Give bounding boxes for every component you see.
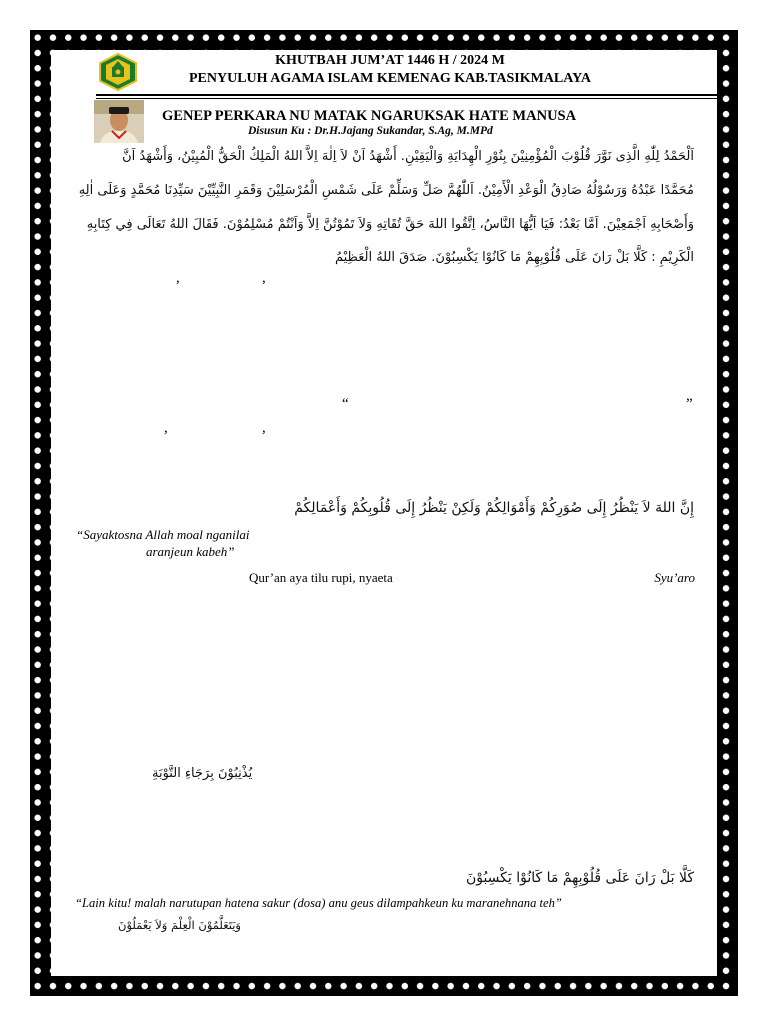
author-portrait [94,100,144,143]
hadith-arabic: إِنَّ اللهَ لاَ يَنْظُرُ إِلَى صُوَرِكُمْ وَأَمْوَالِكُمْ وَلَكِنْ يَنْظُرُ إِلَى قُلُوبِكُمْ وَأَعْمَالِكُمْ [294,500,694,516]
comma-mark: , [176,270,180,286]
open-quote-mark: “ [342,396,349,412]
closing-arabic: وَيَتَعَلَّمُوْنَ الْعِلْمَ وَلاَ يَعْمَلُوْنَ [118,918,241,932]
header-divider [96,94,718,96]
comma-mark: , [164,420,168,436]
verse-arabic: كَلَّا بَلْ رَانَ عَلَى قُلُوْبِهِمْ مَا كَانُوْا يَكْسِبُوْنَ [465,870,694,886]
quran-note-text: Qur’an aya tilu rupi, nyaeta [249,570,393,585]
opening-arabic-line: مُحَمَّدًا عَبْدُهُ وَرَسُوْلُهُ صَادِقُ الْوَعْدِ الْأَمِيْنُ. اَللّٰهُمَّ صَلِّ وَسَلِّمْ عَلَى شَمْسِ الْمُرْسَلِيْنَ وَقَمَرِ النَّبِيِّيْنَ سَيِّدِنَا مُحَمَّدٍ وَعَلَى اٰلِهِ [78,183,694,198]
header-line-1: KHUTBAH JUM’AT 1446 H / 2024 M [275,53,505,68]
document-title: GENEP PERKARA NU MATAK NGARUKSAK HATE MANUSA [162,108,577,124]
opening-arabic-line: الْكَرِيْمِ : كَلَّا بَلْ رَانَ عَلَى قُلُوْبِهِمْ مَا كَانُوْا يَكْسِبُوْنَ. صَدَقَ اللهُ الْعَظِيْمُ [334,250,694,265]
close-quote-mark: ” [686,396,693,412]
verse-translation: “Lain kitu! malah narutupan hatena sakur (dosa) anu geus dilampahkeun ku maranehnana teh” [75,896,562,910]
comma-mark: , [262,420,266,436]
opening-arabic-line: وَأَصْحَابِهِ اَجْمَعِيْنَ. اَمَّا بَعْدُ: فَيَا اَيُّهَا النَّاسُ، اِتَّقُوا اللهَ حَقَّ تُقَاتِهِ وَلاَ تَمُوْتُنَّ اِلاَّ وَاَنْتُمْ مُسْلِمُوْنَ. فَقَالَ اللهُ تَعَالَى فِي كِتَابِهِ [86,217,694,232]
hadith-translation: “Sayaktosna Allah moal nganilai [76,527,250,542]
tawbah-arabic: يُذْنِبُوْنَ بِرَجَاءِ التَّوْبَةِ [152,766,253,781]
header-divider-thin [96,98,718,99]
hadith-translation: aranjeun kabeh” [146,544,235,559]
document-author: Disusun Ku : Dr.H.Jajang Sukandar, S.Ag, M.MPd [248,125,493,137]
comma-mark: , [262,270,266,286]
syuaro-word: Syu’aro [654,570,695,585]
kemenag-emblem-icon [96,52,140,92]
header-line-2: PENYULUH AGAMA ISLAM KEMENAG KAB.TASIKMALAYA [188,71,592,86]
opening-arabic-line: اَلْحَمْدُ لِلّٰهِ الَّذِى نَوَّرَ قُلُوْبَ الْمُؤْمِنِيْنَ بِنُوْرِ الْهِدَايَةِ وَالْيَقِيْنِ. أَشْهَدُ اَنْ لاَ اِلٰهَ اِلاَّ اللهُ الْمَلِكُ الْحَقُّ الْمُبِيْنُ، وَأَشْهَدُ اَنَّ [122,149,694,164]
